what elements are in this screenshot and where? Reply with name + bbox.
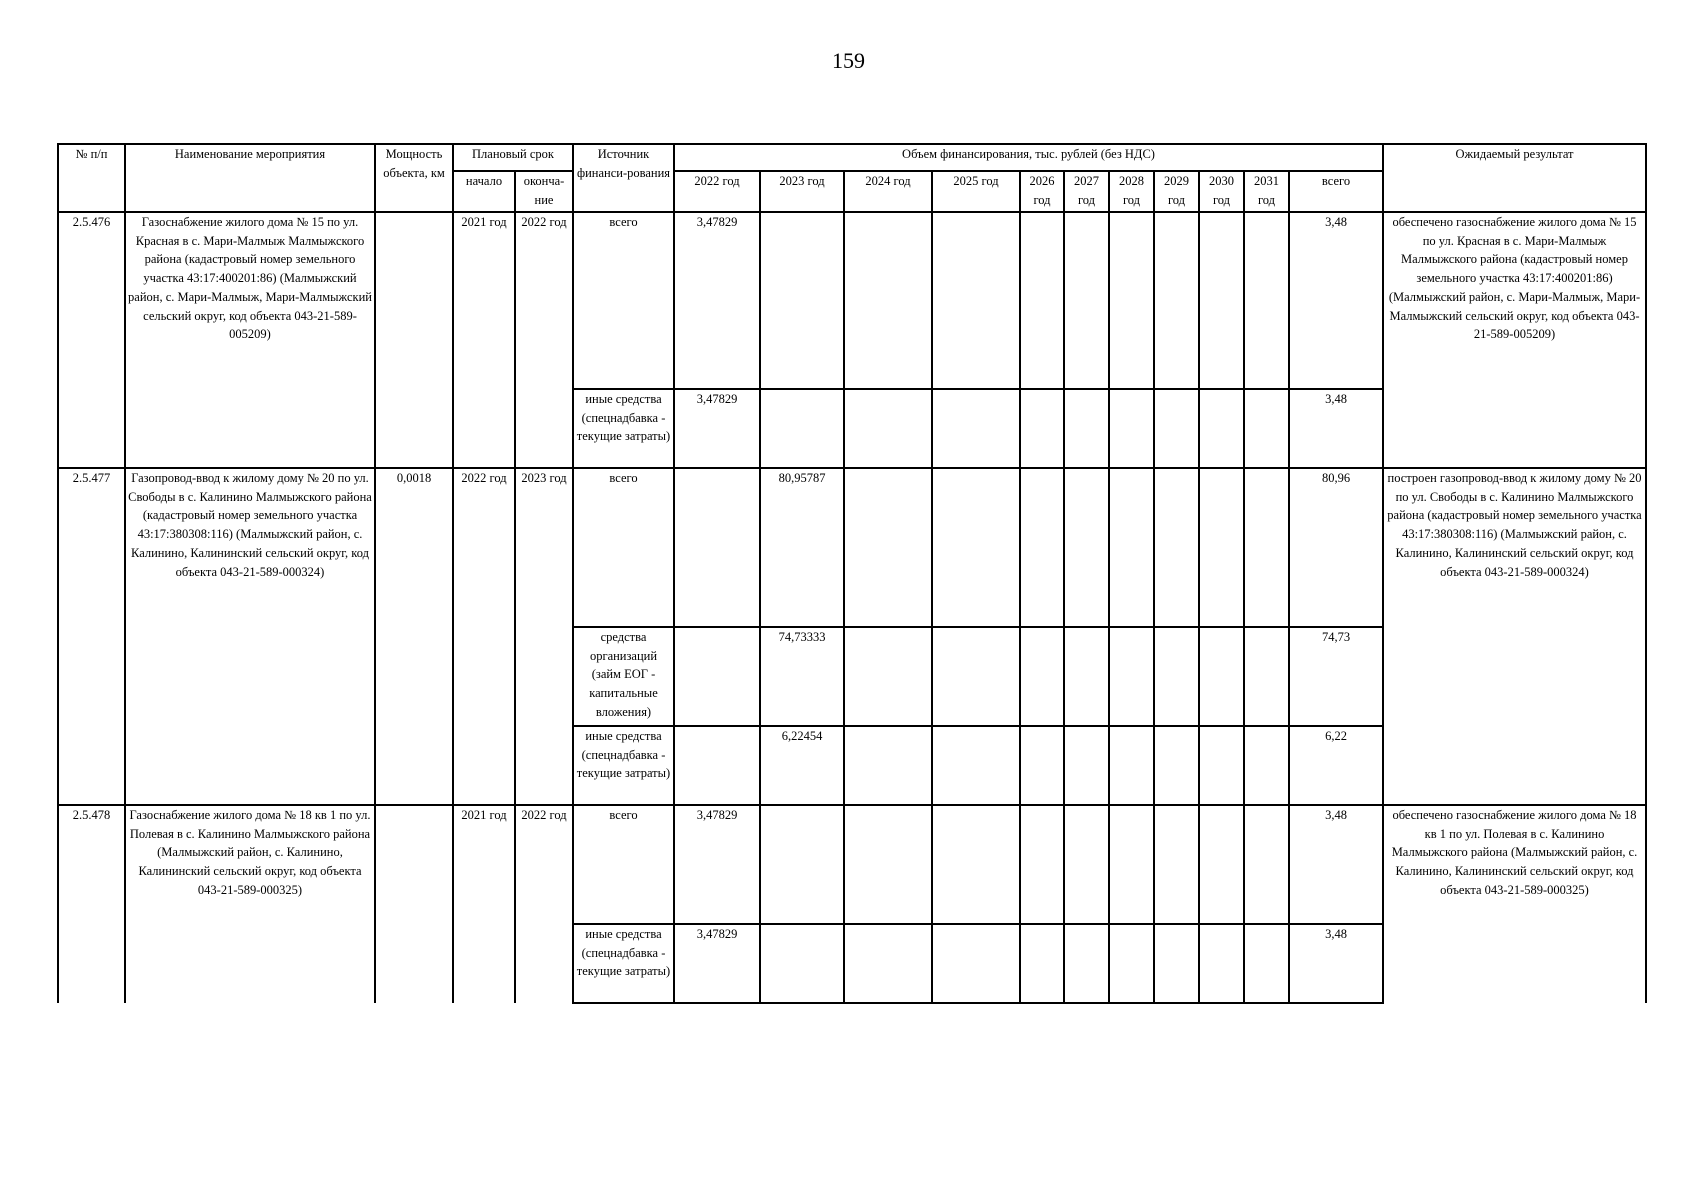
cell-2022: 3,47829 xyxy=(674,389,760,468)
header-year-2024: 2024 год xyxy=(844,171,932,212)
cell-total: 80,96 xyxy=(1289,468,1383,627)
header-capacity: Мощность объекта, км xyxy=(375,144,453,212)
cell-total: 3,48 xyxy=(1289,924,1383,1003)
row-name: Газопровод-ввод к жилому дому № 20 по ул. Свободы в с. Калинино Малмыжского района (кадастровый номер земельного участка 43:17:380308:116) (Малмыжский район, с. Калинино, Калининский сельский округ, код объекта 043-21-589-000324) xyxy=(125,468,375,805)
cell-2022 xyxy=(674,627,760,726)
cell-2023 xyxy=(760,389,844,468)
header-end: оконча-ние xyxy=(515,171,573,212)
cell-total: 3,48 xyxy=(1289,389,1383,468)
row-capacity: 0,0018 xyxy=(375,468,453,805)
header-num: № п/п xyxy=(58,144,125,212)
cell-2022: 3,47829 xyxy=(674,212,760,389)
row-capacity xyxy=(375,805,453,1003)
cell-2023: 6,22454 xyxy=(760,726,844,805)
cell-total: 3,48 xyxy=(1289,805,1383,924)
cell-total: 74,73 xyxy=(1289,627,1383,726)
row-start: 2021 год xyxy=(453,805,515,1003)
row-source: иные средства (спецнадбавка - текущие затраты) xyxy=(573,726,674,805)
row-name: Газоснабжение жилого дома № 18 кв 1 по ул. Полевая в с. Калинино Малмыжского района (Малмыжский район, с. Калинино, Калининский сельский округ, код объекта 043-21-589-000325) xyxy=(125,805,375,1003)
cell-2022 xyxy=(674,468,760,627)
header-name: Наименование мероприятия xyxy=(125,144,375,212)
cell-2023: 80,95787 xyxy=(760,468,844,627)
row-result: обеспечено газоснабжение жилого дома № 15 по ул. Красная в с. Мари-Малмыж Малмыжского района (кадастровый номер земельного участка 43:17:400201:86) (Малмыжский район, с. Мари-Малмыж, Мари-Малмыжский сельский округ, код объекта 043-21-589-005209) xyxy=(1383,212,1646,468)
row-start: 2022 год xyxy=(453,468,515,805)
header-year-2030: 2030 год xyxy=(1199,171,1244,212)
header-year-2028: 2028 год xyxy=(1109,171,1154,212)
row-start: 2021 год xyxy=(453,212,515,468)
row-result: построен газопровод-ввод к жилому дому № 20 по ул. Свободы в с. Калинино Малмыжского района (кадастровый номер земельного участка 43:17:380308:116) (Малмыжский район, с. Калинино, Калининский сельский округ, код объекта 043-21-589-000324) xyxy=(1383,468,1646,805)
cell-2023 xyxy=(760,212,844,389)
cell-total: 3,48 xyxy=(1289,212,1383,389)
page-number: 159 xyxy=(832,48,865,73)
header-funding: Объем финансирования, тыс. рублей (без НДС) xyxy=(674,144,1383,171)
cell-total: 6,22 xyxy=(1289,726,1383,805)
row-source: всего xyxy=(573,212,674,389)
cell-2022: 3,47829 xyxy=(674,924,760,1003)
header-total: всего xyxy=(1289,171,1383,212)
table-row xyxy=(58,468,1646,627)
header-result: Ожидаемый результат xyxy=(1383,144,1646,212)
row-result: обеспечено газоснабжение жилого дома № 18 кв 1 по ул. Полевая в с. Калинино Малмыжского района (Малмыжский район, с. Калинино, Калининский сельский округ, код объекта 043-21-589-000325) xyxy=(1383,805,1646,1003)
cell-2023 xyxy=(760,924,844,1003)
header-source: Источник финанси-рования xyxy=(573,144,674,212)
table-row xyxy=(58,212,1646,389)
row-name: Газоснабжение жилого дома № 15 по ул. Красная в с. Мари-Малмыж Малмыжского района (кадастровый номер земельного участка 43:17:400201:86) (Малмыжский район, с. Мари-Малмыж, Мари-Малмыжский сельский округ, код объекта 043-21-589-005209) xyxy=(125,212,375,468)
row-source: иные средства (спецнадбавка - текущие затраты) xyxy=(573,389,674,468)
row-end: 2022 год xyxy=(515,212,573,468)
header-year-2025: 2025 год xyxy=(932,171,1020,212)
header-year-2031: 2031 год xyxy=(1244,171,1289,212)
row-capacity xyxy=(375,212,453,468)
row-end: 2023 год xyxy=(515,468,573,805)
cell-2022: 3,47829 xyxy=(674,805,760,924)
header-year-2026: 2026 год xyxy=(1020,171,1064,212)
row-source: иные средства (спецнадбавка - текущие затраты) xyxy=(573,924,674,1003)
table-row xyxy=(58,805,1646,924)
header-plan-term: Плановый срок xyxy=(453,144,573,171)
header-year-2027: 2027 год xyxy=(1064,171,1109,212)
row-num: 2.5.478 xyxy=(58,805,125,1003)
cell-2023: 74,73333 xyxy=(760,627,844,726)
header-start: начало xyxy=(453,171,515,212)
cell-2023 xyxy=(760,805,844,924)
funding-table xyxy=(57,143,1647,1004)
header-year-2022: 2022 год xyxy=(674,171,760,212)
row-source: всего xyxy=(573,468,674,627)
header-year-2023: 2023 год xyxy=(760,171,844,212)
header-year-2029: 2029 год xyxy=(1154,171,1199,212)
row-num: 2.5.477 xyxy=(58,468,125,805)
row-end: 2022 год xyxy=(515,805,573,1003)
cell-2022 xyxy=(674,726,760,805)
row-source: средства организаций (займ ЕОГ - капитальные вложения) xyxy=(573,627,674,726)
row-source: всего xyxy=(573,805,674,924)
row-num: 2.5.476 xyxy=(58,212,125,468)
